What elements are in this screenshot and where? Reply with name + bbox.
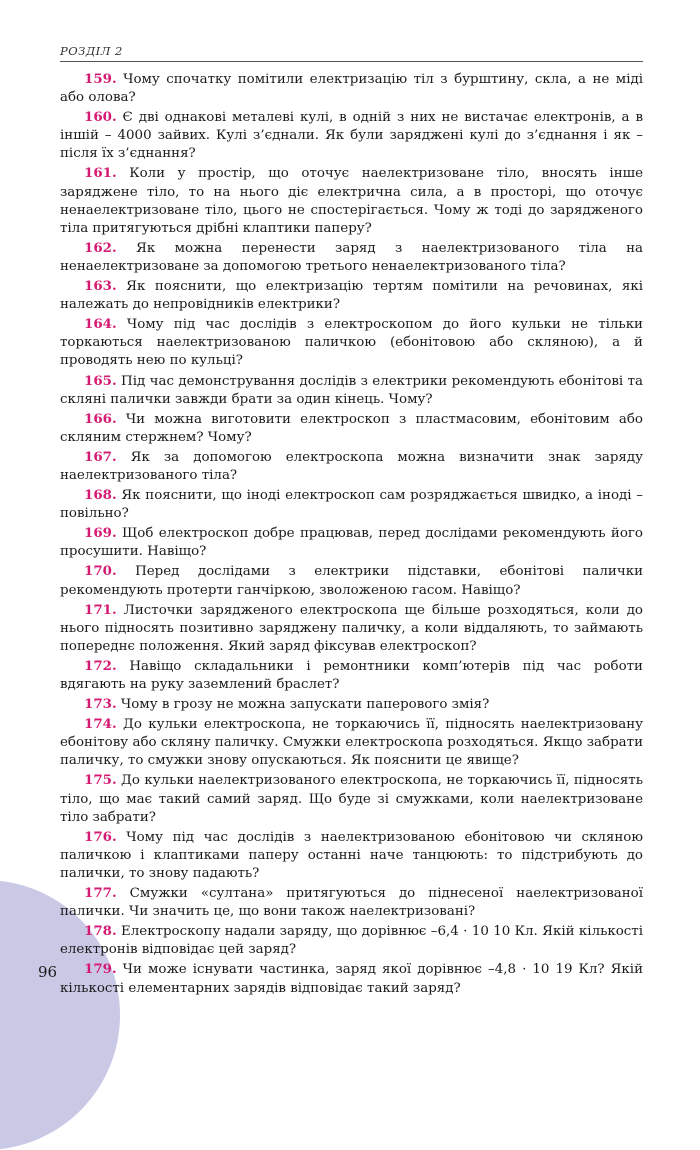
problem-number: 165. [84, 372, 117, 389]
problem-text: Перед дослідами з електрики підставки, ебонітові палички рекомендують протерти ганчіркою, зволоженою гасом. Навіщо? [60, 564, 643, 598]
problem-number: 159. [84, 71, 117, 87]
problem-text: Чому під час дослідів з електроскопом до його кульки не тільки торкаються наелектризованою паличкою (ебонітовою або скляною), а й проводять нею по кульці? [60, 317, 643, 369]
problem-168 [60, 486, 643, 523]
problem-159 [60, 70, 643, 107]
problem-number: 175. [84, 772, 117, 789]
problem-163 [60, 277, 643, 314]
problem-number: 163. [84, 278, 117, 295]
problem-text: Як пояснити, що іноді електроскоп сам розряджається швидко, а іноді – повільно? [60, 488, 643, 522]
problem-text: Чому спочатку помітили електризацію тіл з бурштину, скла, а не міді або олова? [60, 72, 643, 106]
problem-160 [60, 108, 643, 163]
problem-175 [60, 771, 643, 826]
problem-text: Коли у простір, що оточує наелектризоване тіло, вносять інше заряджене тіло, то на нього діє електрична сила, а в просторі, що оточує ненаелектризоване тіло, цього не спостерігається. Чому ж тоді до зарядженого тіла притягуються дрібні клаптики паперу? [60, 166, 643, 236]
problem-text: Чи можна виготовити електроскоп з пластмасовим, ебонітовим або скляним стержнем? Чому? [60, 411, 643, 445]
problem-165 [60, 372, 643, 409]
problem-text: Є дві однакові металеві кулі, в одній з них не вистачає електронів, а в іншій – 4000 зайвих. Кулі з’єднали. Як були заряджені кулі до з’єднання і як – після їх з’єднання? [60, 110, 643, 162]
problem-text: Електроскопу надали заряду, що дорівнює –6,4 · 10 10 Кл. Якій кількості електронів відповідає цей заряд? [60, 924, 643, 958]
problem-number: 171. [84, 601, 117, 618]
problem-number: 172. [84, 657, 117, 674]
problem-173 [60, 695, 643, 714]
problem-text: Навіщо складальники і ремонтники комп’ютерів під час роботи вдягають на руку заземлений браслет? [60, 658, 643, 692]
problem-179 [60, 960, 643, 997]
problem-number: 177. [84, 885, 117, 902]
problem-number: 168. [84, 487, 117, 504]
problem-number: 174. [84, 716, 117, 733]
problem-text: Під час демонстрування дослідів з електрики рекомендують ебонітові та скляні палички завжди брати за один кінець. Чому? [60, 373, 643, 407]
problem-174 [60, 715, 643, 770]
problem-text: Чи може існувати частинка, заряд якої дорівнює –4,8 · 10 19 Кл? Якій кількості елементарних зарядів відповідає такий заряд? [60, 962, 643, 996]
problem-161 [60, 164, 643, 237]
problem-number: 173. [84, 696, 117, 713]
problem-171 [60, 601, 643, 656]
problem-number: 161. [84, 165, 117, 182]
problem-number: 166. [84, 410, 117, 427]
problem-162 [60, 239, 643, 276]
problem-text: Як можна перенести заряд з наелектризованого тіла на ненаелектризоване за допомогою третього ненаелектризованого тіла? [60, 240, 643, 274]
problem-166 [60, 410, 643, 447]
problem-number: 170. [84, 563, 117, 580]
problem-176 [60, 828, 643, 883]
problem-164 [60, 315, 643, 370]
problem-text: Як пояснити, що електризацію тертям помітили на речовинах, які належать до непровідників електрики? [60, 279, 643, 313]
problem-number: 176. [84, 828, 117, 845]
problem-text: До кульки наелектризованого електроскопа, не торкаючись її, підносять тіло, що має такий самий заряд. Що буде зі смужками, коли наелектризоване тіло забрати? [60, 773, 643, 825]
problem-text: Чому в грозу не можна запускати паперового змія? [116, 697, 490, 713]
problem-167 [60, 448, 643, 485]
problem-text: До кульки електроскопа, не торкаючись її, підносять наелектризовану ебонітову або скляну паличку. Смужки електроскопа розходяться. Якщо забрати паличку, то смужки знову опускаються. Як пояснити це явище? [60, 717, 643, 769]
problem-177 [60, 884, 643, 921]
problem-number: 167. [84, 448, 117, 465]
problem-178 [60, 922, 643, 959]
page-number: 96 [38, 963, 58, 981]
problem-number: 160. [84, 109, 117, 126]
problem-number: 169. [84, 525, 117, 542]
problem-number: 162. [84, 239, 117, 256]
header-rule [60, 61, 643, 62]
problem-170 [60, 562, 643, 599]
problem-text: Як за допомогою електроскопа можна визначити знак заряду наелектризованого тіла? [60, 449, 643, 483]
problem-list [60, 70, 643, 999]
problem-text: Щоб електроскоп добре працював, перед дослідами рекомендують його просушити. Навіщо? [60, 526, 643, 560]
problem-169 [60, 524, 643, 561]
problem-text: Смужки «султана» притягуються до піднесеної наелектризованої палички. Чи значить це, що вони також наелектризовані? [60, 886, 643, 920]
problem-text: Чому під час дослідів з наелектризованою ебонітовою чи скляною паличкою і клаптиками паперу останні наче танцюють: то підстрибують до палички, то знову падають? [60, 829, 643, 881]
problem-172 [60, 657, 643, 694]
section-header: РОЗДІЛ 2 [60, 44, 123, 58]
problem-number: 178. [84, 923, 117, 940]
problem-number: 164. [84, 316, 117, 333]
problem-number: 179. [84, 961, 117, 978]
problem-text: Листочки зарядженого електроскопа ще більше розходяться, коли до нього підносять позитивно заряджену паличку, а коли віддаляють, то займають попереднє положення. Який заряд фіксував електроскоп? [60, 602, 643, 654]
